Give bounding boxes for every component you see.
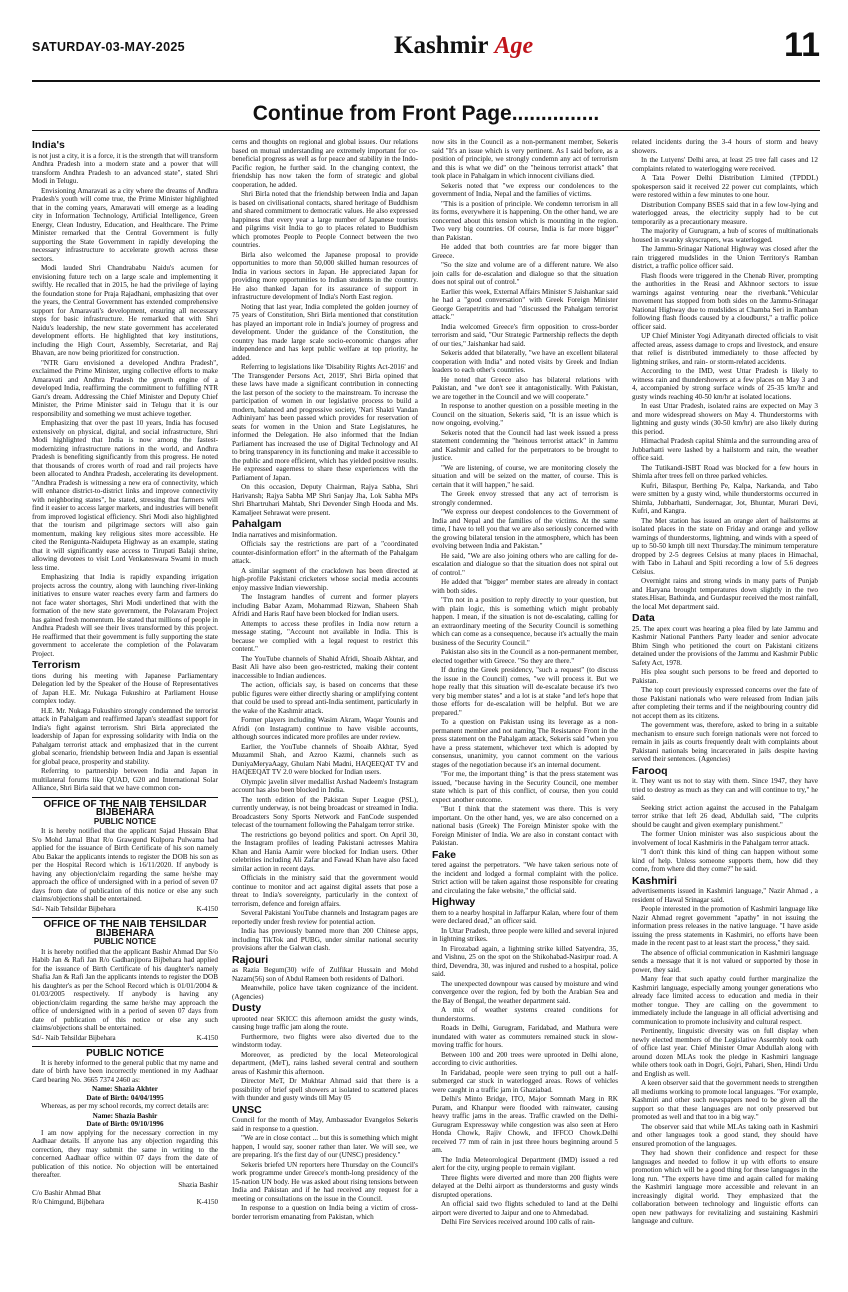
paragraph: A Tata Power Delhi Distribution Limited (TPDDL) spokesperson said it received 22 power cut complaints, which were restored within a few minutes to one hour. (632, 174, 818, 199)
paragraph: Delhi Fire Services received around 100 calls of rain- (441, 1218, 596, 1226)
paragraph: Emphasizing that over the past 10 years, India has focused extensively on physical, digital, and social infrastructure, Shri Modi highlighted that India is now among the fastest-modernizing infrastructure nations in the world, and Andhra Pradesh is benefiting significantly from this progress. He noted that thousands of crores worth of road and rail projects have been allocated to Andhra Pradesh, accelerating its development. "Andhra Pradesh is witnessing a new era of connectivity, which will enhance district-to-district links and improve connectivity with neighboring states", he stated, stressing that farmers will find it easier to access larger markets, and industries will benefit from improved logistical efficiency. Shri Modi also highlighted that the tourism and pilgrimage sectors will also gain momentum, making key religious sites more accessible. He cited the Renigunta-Naidupeta Highway as an example, stating that it will significantly ease access to Tirupati Balaji shrine, allowing devotees to visit Lord Venkateswara Swami in much less time. (32, 419, 218, 572)
paragraph: "NTR Garu envisioned a developed Andhra Pradesh", exclaimed the Prime Minister, urging collective efforts to make Amaravati and Andhra Pradesh the growth engine of a developed India, reaffirming the commitment to fulfilling NTR Garu's dream. Addressing the Chief Minister and Deputy Chief Minister, the Prime Minister said in Telugu that it is our responsibility and something we must achieve together. (32, 358, 218, 418)
paragraph: as Razia Begum(30) wife of Zulfikar Hussain and Mohd Nazam(56) son of Abdul Rameen both residents of Dalhori. (232, 966, 418, 983)
notice-title: PUBLIC NOTICE (86, 1048, 164, 1059)
paragraph: Referring to partnership between India and Japan in multilateral forums like QUAD, G20 and International Solar Alliance, Shri Birla said that we have common con- (32, 767, 218, 792)
paragraph: The tenth edition of the Pakistan Super League (PSL), currently underway, is not being broadcast or streamed in India. Broadcasters Sony Sports Network and FanCode suspended telecast of the tournament following the Pahalgam terror strike. (232, 795, 418, 829)
paragraph: Officials say the restrictions are part of a "coordinated counter-disinformation effort" in the aftermath of the Pahalgam attack. (232, 540, 418, 565)
paragraph: India narratives and misinformation. (232, 530, 337, 539)
column-4 (632, 138, 818, 1268)
paragraph: A keen observer said that the government needs to strengthen all mediums working to promote local languages. "For example, Kashmiri and other such newspapers need to be given all the support so that these languages are not only preserved but promoted as well and that too in a big way." (632, 1079, 818, 1121)
paragraph: The Instagram handles of current and former players including Babar Azam, Mohammad Rizwan, Shaheen Shah Afridi and Haris Rauf have been blocked for Indian users. (232, 593, 418, 618)
paragraph: In east Uttar Pradesh, isolated rains are expected on May 3 and more widespread showers on May 4. Thunderstorms with lightning and gusty winds (30-50 km/hr) are also likely during this period. (632, 402, 818, 436)
article-heading: Data (632, 612, 655, 624)
notice-right-dob: Date of Birth: 09/10/1996 (86, 1120, 164, 1128)
paragraph: In Firozabad again, a lightning strike killed Satyendra, 35, and Vishnu, 25 on the spot on the Shikohabad-Nasirpur road. A third, Devendra, 30, was injured and rushed to a hospital, police said. (432, 944, 618, 978)
article-heading: India's (32, 139, 65, 151)
paragraph: To a question on Pakistan using its leverage as a non-permanent member and not naming The Resistance Front in the press statement on the Pahalgam attack, Sekeris said "when you have a press statement, whichever text which is adopted by consensus, unanimity, you cannot comment on the various stages of the negotiation because it's an internal document. (432, 718, 618, 769)
paragraph: Many fear that such apathy could further marginalize the Kashmiri language, especially among younger generations who already face limited access to education and media in their mother tongue. They are calling on the government to immediately include the language in all official advertising and communication to promote inclusivity and cultural respect. (632, 975, 818, 1026)
paragraph: According to the IMD, west Uttar Pradesh is likely to witness rain and thundershowers at a few places on May 3 and 4, accompanied by strong surface winds of 25-35 km/hr and gusty winds reaching 40-50 km/hr at isolated locations. (632, 367, 818, 401)
paragraph: Pertinently, linguistic diversity was on full display when newly elected members of the Legislative Assembly took oath of office last year. Chief Minister Omar Abdullah along with around dozen MLAs took the pledge in Kashmiri language while others took oath in Dogri, Gojri, Pahari, Shen, Hindi Urdu and English as well. (632, 1027, 818, 1078)
paragraph: "I don't think this kind of thing can happen without some kind of help. Unless someone supports them, how did they come, from where did they come?" he said. (632, 848, 818, 873)
paragraph: In response to a question on India being a victim of cross-border terrorism emanating from Pakistan, which (232, 1204, 418, 1221)
article-heading: Rajouri (232, 953, 269, 966)
paragraph: Flash floods were triggered in the Chenab River, prompting the authorities in the Reasi and Akhnoor sectors to issue warnings against venturing near the riverbank."Vehicular movement has stopped from both sides on the Jammu-Srinagar National Highway due to mudslides at Chamba Seri in Ramban following flash floods caused by a cloudburst," a traffic police officer said. (632, 271, 818, 331)
paragraph: H.E. Mr. Nukaga Fukushiro strongly condemned the terrorist attack in Pahalgam and reaffirmed Japan's steadfast support for India's fight against terrorism. Shri Birla appreciated the leadership of Japan for expressing solidarity with India on the Pahalgam terrorist attack and emphasized that in the current global scenario, friendship between India and Japan is essential for global peace, prosperity and stability. (32, 706, 218, 766)
masthead-right: Age (494, 33, 534, 59)
paragraph: 25. The apex court was hearing a plea filed by late Jammu and Kashmir National Panthers Party leader and senior advocate Bhim Singh who petitioned the court on Pakistani citizens detained under the provisions of the Jammu and Kashmir Public Safety Act, 1978. (632, 624, 818, 667)
paragraph: His plea sought such persons to be freed and deported to Pakistan. (632, 668, 818, 685)
notice-title: OFFICE OF THE NAIB TEHSILDAR BIJBEHARA (43, 919, 207, 939)
column-1 (32, 138, 218, 1268)
paragraph: The YouTube channels of Shahid Afridi, Shoaib Akhtar, and Basit Ali have also been geo-restricted, making their content inaccessible to Indian audiences. (232, 654, 418, 680)
paragraph: Meanwhile, police have taken cognizance of the incident. (Agencies) (232, 984, 418, 1001)
paragraph: Moreover, as predicted by the local Meteorological department, (MeT), rains lashed several central and southern areas of Kashmir this afternoon. (232, 1050, 418, 1076)
paragraph: cerns and thoughts on regional and global issues. Our relations based on mutual understanding are extremely important for co-beneficial progress as well as for peace and stability in the Indo-Pacific region, he further said. In the changing context, the friendship has now taken the form of strategic and global cooperation, he added. (232, 138, 418, 189)
issue-date: SATURDAY-03-MAY-2025 (32, 40, 185, 54)
notice-sign-co: C/o Bashir Ahmad Bhat (32, 1189, 101, 1197)
paragraph: The top court previously expressed concerns over the fate of those Pakistani nationals who were released from Indian jails after completing their terms and if the neighbouring country did not accept them as its citizens. (632, 686, 818, 720)
paragraph: The Greek envoy stressed that any act of terrorism is strongly condemned. (432, 490, 618, 507)
masthead-left: Kashmir (394, 32, 489, 59)
paragraph: Sekeris briefed UN reporters here Thursday on the Council's work programme under Greece's month-long presidency of the 15-nation UN body. He was asked about rising tensions between India and Pakistan and if he had received any request for a meeting or consultations on the issue in the Council. (232, 1160, 418, 1203)
paragraph: Referring to legislations like 'Disability Rights Act-2016' and 'The Transgender Persons Act, 2019', Shri Birla opined that these laws have made a significant contribution in connecting the last person of the society to the mainstream. To increase the participation of women in our legislative process to build a modern, balanced and progressive society, 'Nari Shakti Vandan Adhiniyam' has been passed which provides for reservation of seats for women in the Union and State Legislatures, he informed the Delegation. He also informed that the Indian Parliament has increased the use of Digital Technology and AI to bring transparency in its functioning and make it accessible to the public and more efficient, which has yielded positive results. He expressed eagerness to share these experiences with the Parliament of Japan. (232, 363, 418, 482)
paragraph: People interested in the promotion of Kashmiri language like Nazir Ahmad regret government "apathy" in not issuing the information press releases in the native language. "I have aside issuing the press statements in Kashmiri, no efforts have been made in the recent past to at least start the process," they said. (632, 905, 818, 947)
article-heading: Kashmiri (632, 874, 677, 887)
paragraph: The restrictions go beyond politics and sport. On April 30, the Instagram profiles of leading Pakistani actresses Mahira Khan and Hania Aamir were blocked for Indian users. Other celebrities including Ali Zafar and Fawad Khan have also faced similar action in recent days. (232, 830, 418, 873)
paragraph: He added that "bigger" member states are already in contact with both sides. (432, 578, 618, 595)
paragraph: Sekeris added that bilaterally, "we have an excellent bilateral cooperation with India" and noted visits by Greek and Indian leaders to each other's countries. (432, 349, 618, 374)
header-divider (32, 80, 820, 82)
paragraph: The observer said that while MLAs taking oath in Kashmiri and other languages took a good stand, they should have ensured promotion of the languages. (632, 1122, 818, 1148)
paragraph: now sits in the Council as a non-permanent member, Sekeris said "It's an issue which is very pertinent. As I said before, as a position of principle, we strongly condemn any act of terrorism and this is what we did" on the "heinous terrorist attack" that took place in Pahalgam in which innocent civilians died. (432, 138, 618, 180)
paragraph: "But I think that the statement was there. This is very important. On the other hand, yes, we are also concerned on a national basis (Greek) The Foreign Minister spoke with the Foreign Minister of India. We are also in constant contact with Pakistan. (432, 805, 618, 847)
paragraph: Furthermore, two flights were also diverted due to the windstorm today. (232, 1032, 418, 1049)
paragraph: Distribution Company BSES said that in a few low-lying and waterlogged areas, the electricity supply had to be cut temporarily as a precautionary measure. (632, 200, 818, 226)
paragraph: Kufri, Bilaspur, Berthing Pe, Kalpa, Narkanda, and Tabo were smitten by a gusty wind, while thunderstorms occurred in Shimla, Jubbarhatti, Sundernagar, Jot, Bhuntar, Murari Devi, Kufri, and Kangra. (632, 481, 818, 515)
paragraph: He noted that Greece also has bilateral relations with Pakistan, and "we don't see it antagonistically. With Pakistan, we are together in the Council and we will cooperate." (432, 375, 618, 401)
paragraph: "For me, the important thing" is that the press statement was issued, "because having in the Security Council, one member state which is part of this conflict, of course, then you could expect another outcome. (432, 770, 618, 804)
notice-signatory: Sd/- Naib Tehsildar Bijbehara (32, 904, 116, 913)
paragraph: "I'm not in a position to reply directly to your question, but with plain logic, this is something which might probably happen. I mean, if the situation is not de-escalating, calling for an extraordinary meeting of the Security Council is something which can come as a consequence, because it's actually the main business of the Security Council." (432, 596, 618, 647)
paragraph: Officials in the ministry said that the government would continue to monitor and act against digital assets that pose a threat to India's sovereignty, particularly in the context of terrorism, defence and foreign affairs. (232, 874, 418, 908)
masthead-logo (394, 32, 533, 60)
paragraph: Sekeris noted that "we express our condolences to the government of India, Nepal and the families of victims. (432, 181, 618, 198)
paragraph: is not just a city, it is a force, it is the strength that will transform Andhra Pradesh into a modern state and a power that will transform Andhra Pradesh to an advanced state", stated Shri Modi in Telugu. (32, 151, 218, 185)
article-heading: Terrorism (32, 659, 81, 671)
paragraph: Emphasizing that India is rapidly expanding irrigation projects across the country, along with launching river-linking initiatives to ensure water reaches every farm and farmers do not face water shortages, Shri Modi underlined that with the formation of the new state government, the Polavaram Project has gained fresh momentum. He stated that millions of people in Andhra Pradesh will see their lives transformed by this project. He reaffirmed that their government is fully supporting the state government to accelerate the completion of the Polavaram Project. (32, 573, 218, 658)
paragraph: Former players including Wasim Akram, Waqar Younis and Afridi (on Instagram) continue to have visible accounts, although sources indicated more profiles are under review. (232, 716, 418, 741)
paragraph: tions during his meeting with Japanese Parliamentary Delegation led by the Speaker of the House of Representatives of Japan H.E. Mr. Nukaga Fukushiro at Parliament House complex today. (32, 671, 218, 705)
section-banner: Continue from Front Page............... (252, 102, 600, 125)
paragraph: Roads in Delhi, Gurugram, Faridabad, and Mathura were inundated with water as commuters remained stuck in slow-moving traffic for hours. (432, 1024, 618, 1049)
paragraph: The Met station has issued an orange alert of hailstorms at isolated places in the state on Friday and orange and yellow warnings of thunderstorms, lightning, and winds with a speed of up to 50-50 kmph till next Thursday.The minimum temperature dropped by 2-5 degrees Celsius at many places in Himachal, with Tabo in Lahaul and Spiti recording a low of 5.6 degrees Celsius. (632, 516, 818, 576)
notice-signature (32, 905, 218, 914)
paragraph: advertisements issued in Kashmiri language," Nazir Ahmad , a resident of Hawal Srinagar said. (632, 887, 818, 904)
notice-signatory: Sd/- Naib Tehsildar Bijbehara (32, 1033, 116, 1042)
paragraph: Pakistan also sits in the Council as a non-permanent member, elected together with Greece. "So they are there." (432, 648, 618, 665)
paragraph: In the Lutyens' Delhi area, at least 25 tree fall cases and 12 complaints related to waterlogging were received. (632, 156, 818, 173)
notice-code: K-4150 (196, 1033, 218, 1042)
paragraph: Noting that last year, India completed the golden journey of 75 years of Constitution, Shri Birla mentioned that constitution has played an important role in India's journey of progress and development. Under the guidance of the Constitution, the country has made large scale socio-economic changes after independence and has kept public welfare at top priority, he added. (232, 302, 418, 362)
paragraph: The action, officials say, is based on concerns that these public figures were either directly sharing or amplifying content that could be used to spread anti-India sentiment, particularly in the wake of the Kashmir attack. (232, 681, 418, 715)
public-notice-3 (32, 1046, 218, 1206)
paragraph: A mix of weather systems created conditions for thunderstorms. (432, 1006, 618, 1023)
paragraph: them to a nearby hospital in Jaffarpur Kalan, where four of them were declared dead," an officer said. (432, 908, 618, 925)
paragraph: The Tutikandi-ISBT Road was blocked for a few hours in Shimla after trees fell on three parked vehicles. (632, 463, 818, 480)
paragraph: it. They want us not to stay with them. Since 1947, they have tried to destroy as much as they can and will continue to try," he said. (632, 777, 818, 802)
notice-code: K-4150 (196, 1197, 218, 1206)
paragraph: Shri Birla noted that the friendship between India and Japan is based on civilisational contacts, shared heritage of Buddhism and shared commitment to democratic values. He also expressed happiness that every year a large number of Japanese tourists and pilgrims visit India to go to places related to Buddhism which promotes People to People Connect between the two countries. (232, 190, 418, 249)
paragraph: Envisioning Amaravati as a city where the dreams of Andhra Pradesh's youth will come true, the Prime Minister highlighted that in the coming years, Amaravati will emerge as a leading city in Information Technology, Artificial Intelligence, Green Energy, Clean Industry, Education, and Healthcare. The Prime Minister remarked that the Central Government is fully supporting the State Government in rapidly developing the necessary infrastructure to accelerate growth across these sectors. (32, 186, 218, 263)
column-3 (432, 138, 618, 1268)
notice-wrong-dob: Date of Birth: 04/04/1995 (86, 1093, 164, 1102)
article-heading: UNSC (232, 1103, 262, 1116)
paragraph: He said, "We are also joining others who are calling for de-escalation and dialogue so that the situation does not spiral out of control." (432, 551, 618, 577)
notice-signature (32, 1198, 218, 1207)
notice-whereas: Whereas, as per my school records, my correct details are: (41, 1102, 209, 1110)
column-2 (232, 138, 418, 1268)
notice-subtitle: PUBLIC NOTICE (93, 816, 157, 826)
paragraph: A similar segment of the crackdown has been directed at high-profile Pakistani cricketers whose social media accounts enjoy massive Indian viewership. (232, 566, 418, 592)
paragraph: related incidents during the 3-4 hours of storm and heavy showers. (632, 138, 818, 155)
paragraph: "We are listening, of course, we are monitoring closely the situation and will be seized on the matter, of course. This is certain that it will happen," he said. (432, 463, 618, 489)
paragraph: In response to another question on a possible meeting in the Council on the situation, Sekeris said, "It is an issue which is now ongoing, evolving." (432, 402, 618, 427)
notice-subtitle: PUBLIC NOTICE (93, 937, 157, 946)
paragraph: An official said two flights scheduled to land at the Delhi airport were diverted to Jaipur and one to Ahmedabad. (432, 1200, 618, 1217)
notice-code: K-4150 (196, 904, 218, 913)
notice-body: It is hereby informed to the general public that my name and date of birth have been incorrectly mentioned in my Aadhaar Card bearing No. 3665 7374 2460 as: (32, 1058, 218, 1084)
paragraph: The government was, therefore, asked to bring in a suitable mechanism to ensure such foreign nationals were not forced to remain in jails as courts frequently dealt with complaints about Pakistani nationals being incarcerated in jails despite having served their sentences. (Agencies) (632, 721, 818, 763)
article-heading: Highway (432, 896, 476, 908)
paragraph: The Jammu-Srinagar National Highway was closed after the rain triggered mudslides in the Union Territory's Ramban district, a traffic police officer said. (632, 245, 818, 270)
paragraph: The unexpected downpour was caused by moisture and wind convergence over the region, fed by both the Arabian Sea and the Bay of Bengal, the weather department said. (432, 979, 618, 1005)
paragraph: "We are in close contact ... but this is something which might happen, I would say, sooner rather than later. We will see, we are preparing. It's the first day of our (UNSC) presidency." (232, 1134, 418, 1159)
page-header (32, 28, 820, 70)
paragraph: "We express our deepest condolences to the Government of India and Nepal and the families of the victims. At the same time, I have to tell you that we are also seriously concerned with the growing bilateral tension in the atmosphere, which has been evolving between India and Pakistan." (432, 508, 618, 550)
notice-title: OFFICE OF THE NAIB TEHSILDAR BIJBEHARA (43, 798, 207, 818)
notice-body: It is hereby notified that the applicant Sajad Hussain Bhat S/o Mohd Jamal Bhat R/o Grawgund Kulpora Pulwama had applied for the issuance of Birth Certificate of his son namely Abu Bakar the applicants intends to register the DOB his son as per the Hospital Record which is 16/11/2020. If anybody is having any objection/claim regarding the same he/she may approach the office of undersigned with in a period of seven 07 days from date of publication of this notice or else any such claims/objections shall be entertained. (32, 827, 218, 903)
paragraph: tered against the perpetrators. "We have taken serious note of the incident and lodged a formal complaint with the police. Strict action will be taken against those responsible for creating and circulating the fake website," the official said. (432, 861, 618, 895)
paragraph: The India Meteorological Department (IMD) issued a red alert for the city, urging people to remain vigilant. (432, 1155, 618, 1172)
paragraph: "So the size and volume are of a different nature. We also join calls for de-escalation and dialogue so that the situation does not spiral out of control." (432, 261, 618, 286)
notice-signature (32, 1034, 218, 1043)
paragraph: Between 100 and 200 trees were uprooted in Delhi alone, according to civic authorities. (432, 1050, 618, 1067)
article-heading: Dusty (232, 1002, 262, 1014)
notice-body-2: I am now applying for the necessary correction in my Aadhaar details. If anyone has any objection regarding this correction, they may submit the same in writing to the concerned Aadhaar office within 07 days from the date of publication of this notice. No objection will be entertained thereafter. (32, 1128, 218, 1179)
paragraph: Delhi's Minto Bridge, ITO, Major Somnath Marg in RK Puram, and Khanpur were flooded with rainwater, causing heavy traffic jams in the areas. Traffic crawled on the Delhi-Gurugram Expressway while congestion was also seen at Hero Honda Chowk, Rajiv Chowk, and IFFCO Chowk.Delhi received 77 mm of rain in just three hours beginning around 5 am. (432, 1095, 618, 1154)
notice-right-name: Name: Shazia Bashir (92, 1111, 158, 1120)
paragraph: Earlier this week, External Affairs Minister S Jaishankar said he had a "good conversation" with Greek Foreign Minister George Gerapetritis and had "discussed the Pahalgam terrorist attack." (432, 287, 618, 321)
paragraph: The absence of official communication in Kashmiri language sends a message that it is not valued or supported by those in power, they said. (632, 948, 818, 974)
paragraph: "This is a position of principle. We condemn terrorism in all its forms, everywhere it is happening. On the other hand, we are concerned about this tension which is mounting in the region. Two very big countries. Of course, India is far more bigger" than Pakistan. (432, 199, 618, 242)
paragraph: If during the Greek presidency, "such a request" (to discuss the issue in the Council) comes, "we will process it. But we hope really that this situation will de-escalate because it's two very big member states" and a lot is at stake "and let's hope that those efforts for de-escalation will be helpful. But we are prepared." (432, 666, 618, 717)
banner-divider (32, 130, 820, 131)
paragraph: Overnight rains and strong winds in many parts of Punjab and Haryana brought temperatures down slightly in the two states.Hisar, Bathinda, and Gurdaspur received the most rainfall, the local Met department said. (632, 577, 818, 611)
paragraph: Birla also welcomed the Japanese proposal to provide opportunities to more than 50,000 skilled human resources of India in various sectors in Japan. He appreciated Japan for providing more opportunities to Indian students in the country. He also thanked Japan for its assurance of support in infrastructure development of India's North East region. (232, 250, 418, 301)
notice-sign-name: Shazia Bashir (178, 1180, 218, 1189)
paragraph: The former Union minister was also suspicious about the involvement of local Kashmiris in the Pahalgam terror attack. (632, 830, 818, 847)
notice-sign-address: R/o Chimgund, Bijbehara (32, 1197, 105, 1206)
paragraph: Sekeris noted that the Council had last week issued a press statement condemning the "heinous terrorist attack" in Jammu and Kashmir and called for the perpetrators to be brought to justice. (432, 428, 618, 462)
paragraph: Olympic javelin silver medallist Arshad Nadeem's Instagram account has also been blocked in India. (232, 777, 418, 794)
paragraph: Several Pakistani YouTube channels and Instagram pages are reportedly under fresh review for potential action. (232, 909, 418, 926)
paragraph: Modi lauded Shri Chandrababu Naidu's acumen for envisioning future tech on a large scale and implementing it swiftly. He recalled that in 2015, he had the privilege of laying the foundation stone for Praja Rajadhani, emphasizing that over the years, the Central Government has extended comprehensive support for Amaravati's development, ensuring all necessary steps for basic infrastructure. He remarked that with Shri Naidu's leadership, the new state government has accelerated development efforts. He highlighted that key institutions, including the High Court, Assembly, Secretariat, and Raj Bhavan, are now being prioritized for construction. (32, 264, 218, 357)
paragraph: Director MeT, Dr Mukhtar Ahmad said that there is a possibility of brief spell showers at isolated to scattered places with thunder and gusty winds till May 05 (232, 1077, 418, 1102)
article-heading: Fake (432, 848, 456, 861)
article-heading: Pahalgam (232, 518, 282, 530)
paragraph: India welcomed Greece's firm opposition to cross-border terrorism and said, "Our Strategic Partnership reflects the depth of our ties," Jaishankar had said. (432, 322, 618, 348)
paragraph: Attempts to access these profiles in India now return a message stating, "Account not available in India. This is because we complied with a legal request to restrict this content." (232, 619, 418, 653)
paragraph: Council for the month of May, Ambassador Evangelos Sekeris said in response to a question. (232, 1116, 418, 1133)
paragraph: uprooted near SKICC this afternoon amidst the gusty winds, causing huge traffic jam along the route. (232, 1014, 418, 1031)
paragraph: On this occasion, Deputy Chairman, Rajya Sabha, Shri Harivansh; Rajya Sabha MP Shri Sanjay Jha, Lok Sabha MPs Shri Bhartruhari Mahtab, Shri Devender Singh Hooda and Ms. Kamaljeet Sehrawat were present. (232, 483, 418, 517)
paragraph: UP Chief Minister Yogi Adityanath directed officials to visit affected areas, assess damage to crops and livestock, and ensure that relief is distributed immediately to those affected by lightning strikes, and rain- or storm-related accidents. (632, 332, 818, 366)
public-notice-1 (32, 797, 218, 914)
paragraph: Earlier, the YouTube channels of Shoaib Akhtar, Syed Muzammil Shah, and Azroo Kazmi, channels such as DuniyaMeryaAagy, Ghulam Nabi Madni, HAQEEQAT TV and HAQEEQAT TV 2.0 were blocked for Indian users. (232, 742, 418, 776)
article-heading: Farooq (632, 764, 668, 777)
paragraph: They had shown their confidence and respect for these languages and needed to follow it up with efforts to ensure promotion which will be a good thing for these languages in the long run. "The experts have time and again called for making the Kashmiri language more accessible and relevant in an increasingly digital world. They emphasized that the collaboration between technology and linguistic efforts can open new pathways for revitalizing and sustaining Kashmiri language and culture. (632, 1149, 818, 1225)
paragraph: Himachal Pradesh capital Shimla and the surrounding area of Jubbarhatti were lashed by a hailstorm and rain, the weather office said. (632, 437, 818, 462)
paragraph: India has previously banned more than 200 Chinese apps, including TikTok and PUBG, under similar national security provisions after the Galwan clash. (232, 927, 418, 952)
paragraph: Seeking strict action against the accused in the Pahalgam terror strike that left 26 dead, Abdullah said, "The culprits should be caught and given exemplary punishment." (632, 803, 818, 829)
notice-wrong-name: Name: Shazia Akhter (92, 1085, 158, 1093)
public-notice-2 (32, 917, 218, 1042)
notice-body: It is hereby notified that the applicant Bashir Ahmad Dar S/o Habib Jan & Rafi Jan R/o Gadhanjipora Bijbehara had applied for the issuance of Birth Certificate of his daughter's namely Shafia Jan & Rafi Jan the applicants intends to register the DOB his daughter's as per the School Record which is 01/01/2004 & 01/03/2005 respectively. If anybody is having any objection/claim regarding the same he/she may approach the office of undersigned with in a period of seven 07 days from date of publication of this notice or else any such claims/objections shall be entertained. (32, 947, 218, 1032)
article-columns (32, 138, 820, 1268)
paragraph: Three flights were diverted and more than 200 flights were delayed at the Delhi airport as thunderstorms and gusty winds disrupted operations. (432, 1173, 618, 1199)
paragraph: He added that both countries are far more bigger than Greece. (432, 243, 618, 260)
paragraph: In Uttar Pradesh, three people were killed and several injured in lightning strikes. (432, 926, 618, 943)
page-number: 11 (784, 26, 820, 64)
paragraph: In Faridabad, people were seen trying to pull out a half-submerged car stuck in waterlogged areas. Rows of vehicles were caught in a traffic jam in Ghaziabad. (432, 1068, 618, 1094)
paragraph: The majority of Gurugram, a hub of scores of multinationals housed in swanky skyscrapers, was waterlogged. (632, 227, 818, 244)
